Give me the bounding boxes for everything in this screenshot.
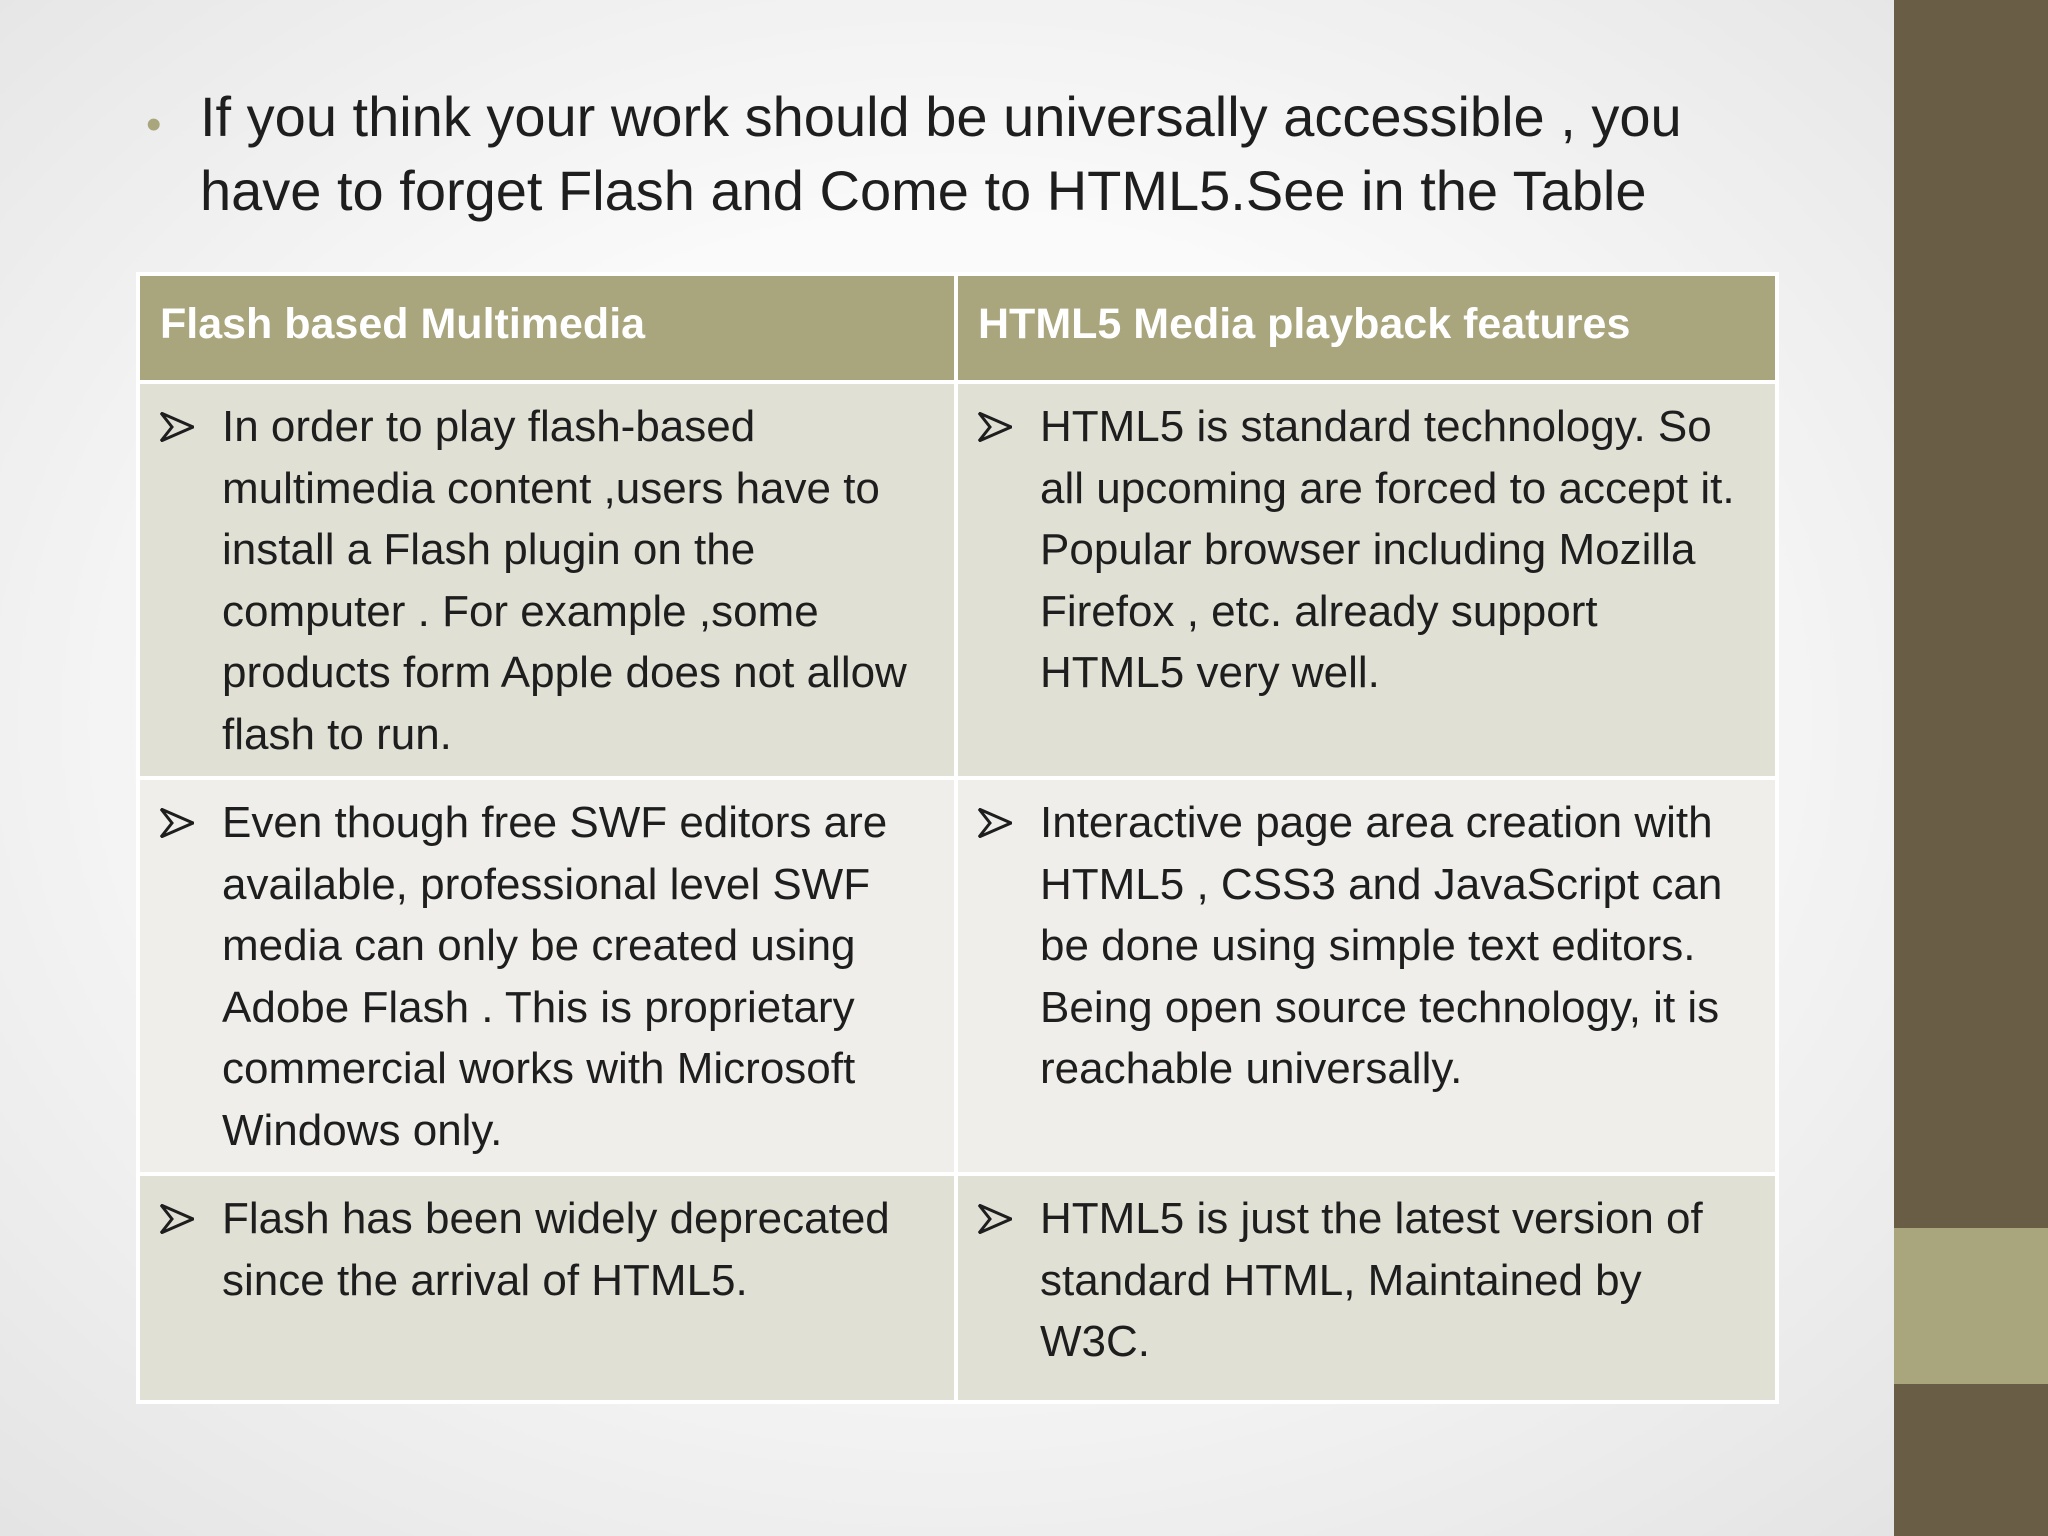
table-cell-html5 (956, 1174, 1777, 1402)
header-flash: Flash based Multimedia (138, 274, 956, 382)
table-cell-html5 (956, 382, 1777, 778)
bullet-dot-icon: • (146, 100, 162, 149)
arrow-bullet-icon (978, 1204, 1012, 1234)
table-row (138, 1174, 1777, 1402)
cell-text: Even though free SWF editors are available, professional level SWF media can only be created using Adobe Flash . This is proprietary commercial works with Microsoft Windows only. (222, 798, 888, 1155)
table-cell-html5 (956, 778, 1777, 1174)
arrow-bullet-icon (978, 808, 1012, 838)
table-cell-flash (138, 778, 956, 1174)
intro-bullet (146, 80, 1746, 240)
arrow-bullet-icon (160, 412, 194, 442)
table-row (138, 778, 1777, 1174)
cell-text: HTML5 is standard technology. So all upcoming are forced to accept it. Popular browser including Mozilla Firefox , etc. already support HTML5 very well. (1040, 402, 1735, 697)
cell-text: Interactive page area creation with HTML5 , CSS3 and JavaScript can be done using simple text editors. Being open source technology, it is reachable universally. (1040, 798, 1723, 1093)
arrow-bullet-icon (978, 412, 1012, 442)
cell-text: In order to play flash-based multimedia content ,users have to install a Flash plugin on the computer . For example ,some products form Apple does not allow flash to run. (222, 402, 907, 759)
arrow-bullet-icon (160, 1204, 194, 1234)
table-cell-flash (138, 1174, 956, 1402)
intro-bullet-text: If you think your work should be universally accessible , you have to forget Flash and Come to HTML5.See in the Table (200, 85, 1682, 222)
comparison-table (136, 272, 1779, 1404)
table-row (138, 382, 1777, 778)
cell-text: Flash has been widely deprecated since the arrival of HTML5. (222, 1194, 890, 1305)
table-header-row (138, 274, 1777, 382)
cell-text: HTML5 is just the latest version of standard HTML, Maintained by W3C. (1040, 1194, 1703, 1366)
table-cell-flash (138, 382, 956, 778)
arrow-bullet-icon (160, 808, 194, 838)
header-html5: HTML5 Media playback features (956, 274, 1777, 382)
sidebar-accent-block (1894, 1228, 2048, 1384)
